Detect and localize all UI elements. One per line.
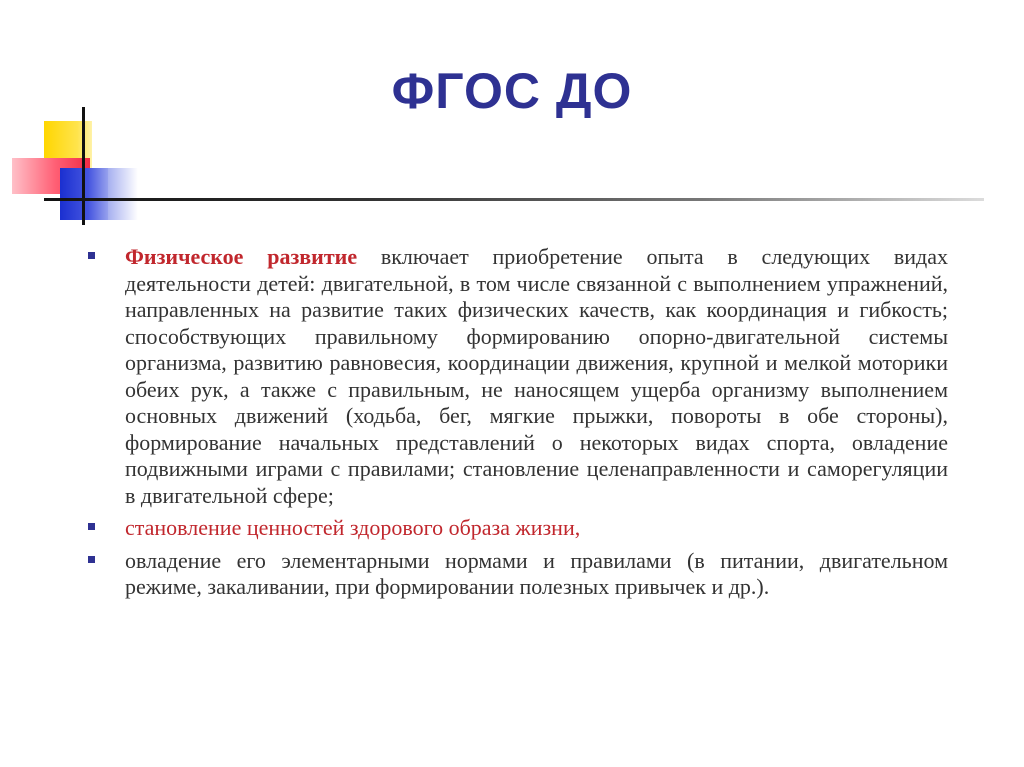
- decor-vertical-line: [82, 107, 85, 225]
- decor-blue-fade: [108, 168, 138, 220]
- list-item: [88, 515, 948, 542]
- slide-title: ФГОС ДО: [391, 63, 633, 119]
- decor-blue-square: [60, 168, 112, 220]
- list-item-text: становление ценностей здорового образа жизни,: [125, 515, 581, 540]
- list-item: [88, 548, 948, 601]
- bullet-square-icon: [88, 523, 95, 530]
- highlight-term: Физическое развитие: [125, 244, 358, 269]
- list-item-text: [125, 244, 948, 509]
- bullet-list: [88, 244, 948, 607]
- list-item-body: включает приобретение опыта в следующих видах деятельности детей: двигательной, в том числе связанной с выполнением упражнений, направленных на развитие таких физических качеств, как координация и гибкость; способствующих правильному формированию опорно-двигательной системы организма, развитию равновесия, координации движения, крупной и мелкой моторики обеих рук, а также с правильным, не наносящем ущерба организму выполнением основных движений (ходьба, бег, мягкие прыжки, повороты в обе стороны), формирование начальных представлений о некоторых видах спорта, овладение подвижными играми с правилами; становление целенаправленности и саморегуляции в двигательной сфере;: [125, 244, 948, 508]
- bullet-square-icon: [88, 252, 95, 259]
- bullet-square-icon: [88, 556, 95, 563]
- title-underline: [44, 198, 984, 201]
- list-item: [88, 244, 948, 509]
- list-item-text: овладение его элементарными нормами и правилами (в питании, двигательном режиме, закаливании, при формировании полезных привычек и др.).: [125, 547, 948, 599]
